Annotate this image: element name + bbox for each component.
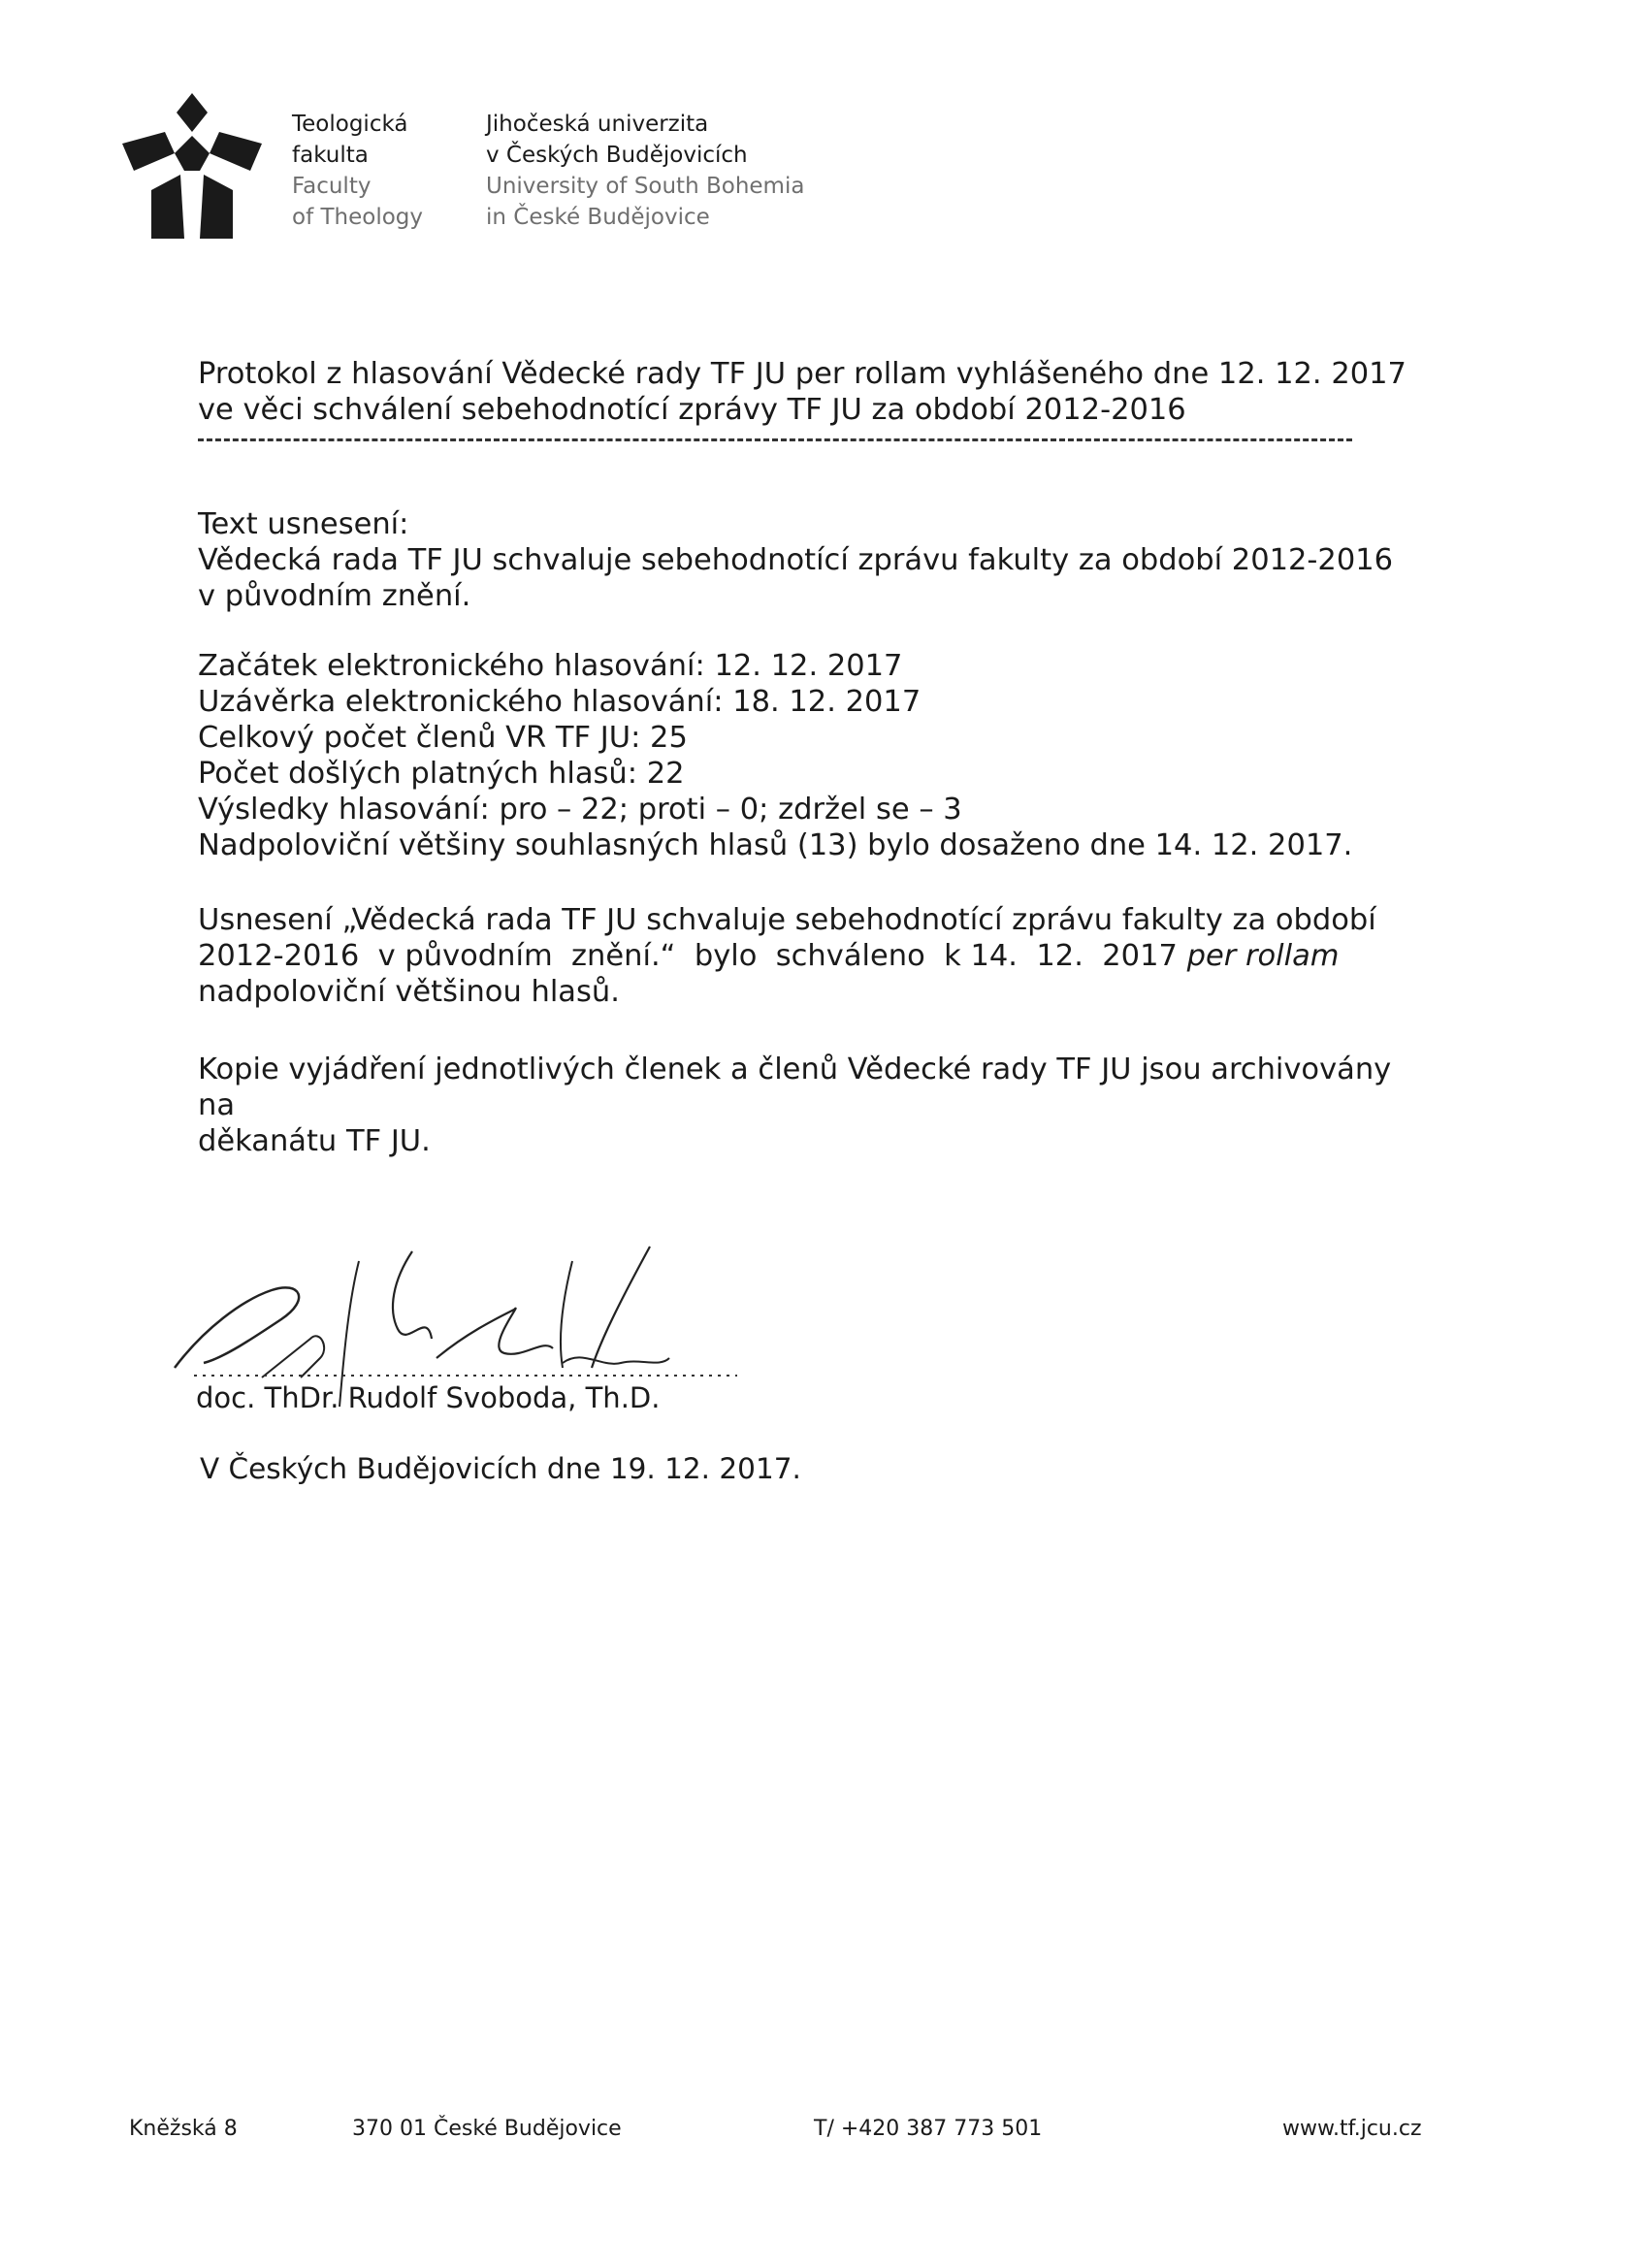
university-en-line2: in České Budějovice [486,205,710,230]
document-title [198,356,1430,428]
approval-line3: nadpoloviční většinou hlasů. [198,975,620,1009]
resolution-label: Text usnesení: [198,507,409,541]
university-cz-line1: Jihočeská univerzita [486,112,709,137]
voting-stats [198,648,1430,863]
approval-paragraph [198,902,1430,1010]
vote-count: Počet došlých platných hlasů: 22 [198,757,685,791]
university-en-line1: University of South Bohemia [486,174,805,199]
university-name [486,109,804,233]
footer-address: Kněžská 8 [129,2117,238,2141]
footer-phone: T/ +420 387 773 501 [814,2117,1043,2141]
faculty-name [292,109,423,233]
approval-per-rollam: per rollam [1186,939,1340,973]
copies-line2: děkanátu TF JU. [198,1124,431,1158]
dashed-divider [198,438,1352,444]
footer-website-link[interactable]: www.tf.jcu.cz [1282,2117,1422,2141]
faculty-cz-line1: Teologická [292,112,408,137]
faculty-star-logo-icon [114,93,270,239]
title-line1: Protokol z hlasování Vědecké rady TF JU per rollam vyhlášeného dne 12. 12. 2017 [198,357,1406,391]
title-line2: ve věci schválení sebehodnotící zprávy TF JU za období 2012-2016 [198,393,1186,427]
faculty-en-line2: of Theology [292,205,424,230]
member-count: Celkový počet členů VR TF JU: 25 [198,721,688,755]
signatory-name: doc. ThDr. Rudolf Svoboda, Th.D. [196,1381,661,1414]
voting-results: Výsledky hlasování: pro – 22; proti – 0; zdržel se – 3 [198,793,962,826]
approval-line2 [198,938,1430,974]
majority-reached: Nadpoloviční většiny souhlasných hlasů (13) bylo dosaženo dne 14. 12. 2017. [198,828,1353,862]
voting-start: Začátek elektronického hlasování: 12. 12. 2017 [198,649,903,683]
resolution-line1: Vědecká rada TF JU schvaluje sebehodnotící zprávu fakulty za období 2012-2016 [198,543,1394,577]
place-and-date: V Českých Budějovicích dne 19. 12. 2017. [200,1452,801,1485]
voting-end: Uzávěrka elektronického hlasování: 18. 12. 2017 [198,685,922,719]
university-cz-line2: v Českých Budějovicích [486,143,748,168]
copies-paragraph [198,1052,1430,1159]
resolution-section [198,506,1430,614]
copies-line1: Kopie vyjádření jednotlivých členek a členů Vědecké rady TF JU jsou archivovány na [198,1053,1392,1122]
faculty-en-line1: Faculty [292,174,372,199]
footer-city: 370 01 České Budějovice [352,2117,622,2141]
faculty-cz-line2: fakulta [292,143,369,168]
resolution-line2: v původním znění. [198,579,471,613]
approval-line2-text: 2012-2016 v původním znění.“ bylo schváleno k 14. 12. 2017 [198,939,1187,973]
approval-line1: Usnesení „Vědecká rada TF JU schvaluje sebehodnotící zprávu fakulty za období [198,903,1376,937]
